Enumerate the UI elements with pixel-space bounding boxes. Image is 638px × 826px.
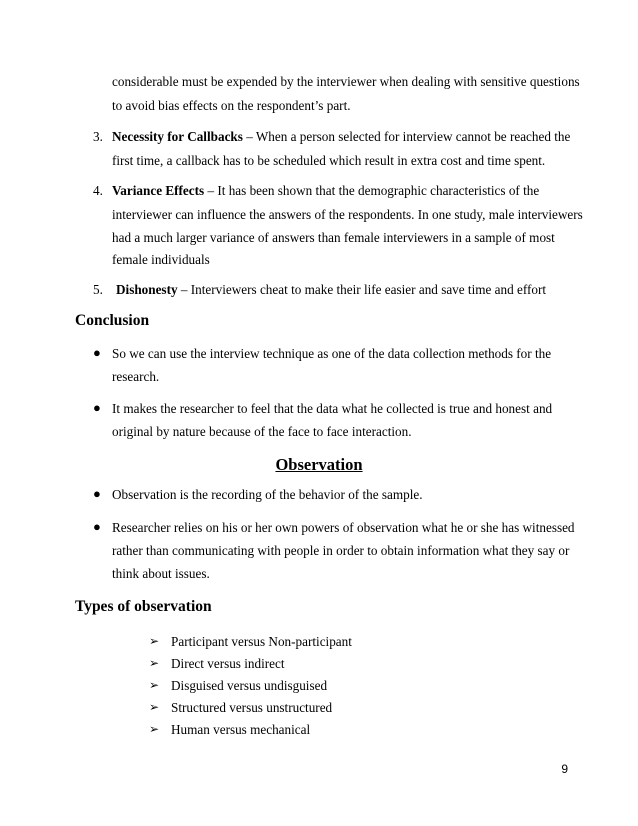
item-4-line-1 <box>112 183 539 199</box>
item-3-line-1-text: – When a person selected for interview cannot be reached the <box>242 129 571 144</box>
conclusion-heading: Conclusion <box>75 312 150 329</box>
observation-heading: Observation <box>275 455 363 474</box>
item-5-number: 5. <box>93 282 103 297</box>
item-4-line-3: had a much larger variance of answers than female interviewers in a sample of most <box>112 230 555 245</box>
observation-bullet-2-line-1: Researcher relies on his or her own powers of observation what he or she has witnessed <box>112 520 575 535</box>
types-item-1: Participant versus Non-participant <box>171 634 352 649</box>
conclusion-bullet-2-icon: ● <box>93 400 101 415</box>
conclusion-bullet-2-line-2: original by nature because of the face to face interaction. <box>112 424 412 439</box>
observation-bullet-2-icon: ● <box>93 519 101 534</box>
page-number: 9 <box>561 762 568 776</box>
types-item-3: Disguised versus undisguised <box>171 678 328 693</box>
arrow-bullet-icon: ➢ <box>149 656 160 670</box>
item-4-title: Variance Effects <box>112 183 205 198</box>
types-item-2: Direct versus indirect <box>171 656 285 671</box>
item-5-line-1 <box>116 282 546 298</box>
types-heading: Types of observation <box>75 598 212 615</box>
observation-bullet-2-line-2: rather than communicating with people in order to obtain information what they say or <box>112 543 570 558</box>
observation-bullet-2-line-3: think about issues. <box>112 566 210 581</box>
conclusion-bullet-2-line-1: It makes the researcher to feel that the data what he collected is true and honest and <box>112 401 553 416</box>
item-5-title: Dishonesty <box>116 282 178 297</box>
types-item-4: Structured versus unstructured <box>171 700 333 715</box>
arrow-bullet-icon: ➢ <box>149 678 160 692</box>
item-4-number: 4. <box>93 183 103 198</box>
item-4-line-2: interviewer can influence the answers of the respondents. In one study, male interviewers <box>112 207 583 222</box>
conclusion-bullet-1-icon: ● <box>93 345 101 360</box>
continuation-line-2: to avoid bias effects on the respondent’s part. <box>112 98 351 113</box>
arrow-bullet-icon: ➢ <box>149 700 160 714</box>
types-item-5: Human versus mechanical <box>171 722 311 737</box>
arrow-bullet-icon: ➢ <box>149 722 160 736</box>
item-3-number: 3. <box>93 129 103 144</box>
item-3-line-2: first time, a callback has to be scheduled which result in extra cost and time spent. <box>112 153 546 168</box>
item-4-line-4: female individuals <box>112 252 210 267</box>
observation-bullet-1-icon: ● <box>93 486 101 501</box>
item-4-line-1-text: – It has been shown that the demographic characteristics of the <box>204 183 540 198</box>
arrow-bullet-icon: ➢ <box>149 634 160 648</box>
conclusion-bullet-1-line-2: research. <box>112 369 160 384</box>
item-5-line-1-text: – Interviewers cheat to make their life easier and save time and effort <box>177 282 547 297</box>
item-3-line-1 <box>112 129 570 145</box>
continuation-line-1: considerable must be expended by the interviewer when dealing with sensitive questions <box>112 74 580 89</box>
item-3-title: Necessity for Callbacks <box>112 129 243 144</box>
conclusion-bullet-1-line-1: So we can use the interview technique as one of the data collection methods for the <box>112 346 552 361</box>
observation-bullet-1-line-1: Observation is the recording of the behavior of the sample. <box>112 487 423 502</box>
